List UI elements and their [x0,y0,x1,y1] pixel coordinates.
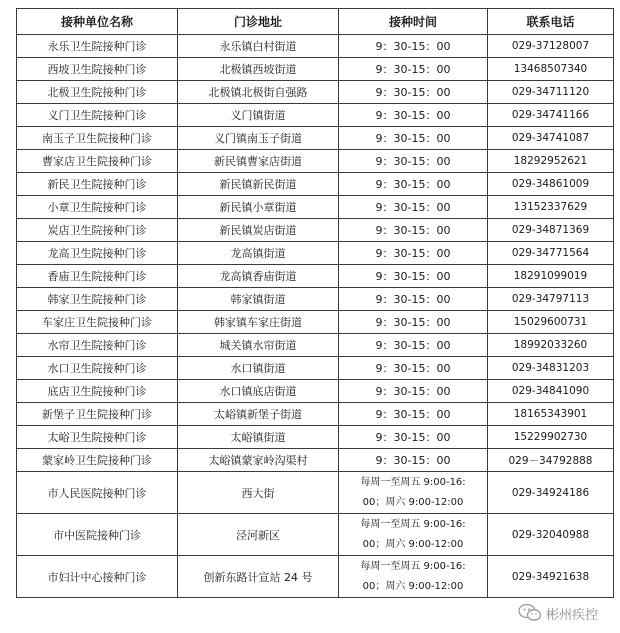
clinic-name-cell: 市人民医院接种门诊 [17,472,178,514]
time-cell: 9：30-15：00 [339,449,488,472]
clinic-name-cell: 义门卫生院接种门诊 [17,104,178,127]
time-cell: 9：30-15：00 [339,196,488,219]
time-cell: 9：30-15：00 [339,357,488,380]
table-row [17,514,614,556]
address-cell: 永乐镇白村街道 [178,35,339,58]
address-cell: 新民镇小章街道 [178,196,339,219]
time-line-1: 每周一至周五 9:00-16: [360,476,466,488]
table-row [17,472,614,514]
address-cell: 水口镇街道 [178,357,339,380]
phone-cell: 15029600731 [488,311,614,334]
clinic-name-cell: 新堡子卫生院接种门诊 [17,403,178,426]
phone-cell: 18291099019 [488,265,614,288]
address-cell: 泾河新区 [178,514,339,556]
time-cell: 9：30-15：00 [339,288,488,311]
header-phone: 联系电话 [488,9,614,35]
clinic-name-cell: 永乐卫生院接种门诊 [17,35,178,58]
time-cell: 9：30-15：00 [339,81,488,104]
phone-cell: 18292952621 [488,150,614,173]
clinic-name-cell: 北极卫生院接种门诊 [17,81,178,104]
table-row [17,426,614,449]
time-line-2: 00；周六 9:00-12:00 [362,538,464,550]
address-cell: 北极镇北极街自强路 [178,81,339,104]
phone-cell: 18165343901 [488,403,614,426]
header-row [17,9,614,35]
table-row [17,265,614,288]
phone-cell: 029-34831203 [488,357,614,380]
clinic-name-cell: 韩家卫生院接种门诊 [17,288,178,311]
time-cell [339,556,488,598]
phone-cell: 029-34861009 [488,173,614,196]
time-cell: 9：30-15：00 [339,242,488,265]
wechat-logo-icon [518,603,542,623]
time-cell: 9：30-15：00 [339,173,488,196]
address-cell: 韩家镇车家庄街道 [178,311,339,334]
clinic-name-cell: 车家庄卫生院接种门诊 [17,311,178,334]
table-row [17,127,614,150]
address-cell: 新民镇曹家店街道 [178,150,339,173]
time-cell: 9：30-15：00 [339,219,488,242]
address-cell: 新民镇新民街道 [178,173,339,196]
phone-cell: 029－34792888 [488,449,614,472]
time-cell: 9：30-15：00 [339,334,488,357]
phone-cell: 029-34711120 [488,81,614,104]
clinic-name-cell: 蒙家岭卫生院接种门诊 [17,449,178,472]
table-row [17,242,614,265]
clinic-name-cell: 水口卫生院接种门诊 [17,357,178,380]
address-cell: 太峪镇蒙家岭沟渠村 [178,449,339,472]
clinic-name-cell: 曹家店卫生院接种门诊 [17,150,178,173]
time-cell: 9：30-15：00 [339,311,488,334]
phone-cell: 15229902730 [488,426,614,449]
address-cell: 创新东路计宣站 24 号 [178,556,339,598]
time-cell: 9：30-15：00 [339,265,488,288]
address-cell: 义门镇南玉子街道 [178,127,339,150]
table-row [17,380,614,403]
address-cell: 北极镇西坡街道 [178,58,339,81]
table-row [17,357,614,380]
clinic-name-cell: 市中医院接种门诊 [17,514,178,556]
time-line-1: 每周一至周五 9:00-16: [360,518,466,530]
phone-cell: 029-34741166 [488,104,614,127]
header-address: 门诊地址 [178,9,339,35]
time-line-1: 每周一至周五 9:00-16: [360,560,466,572]
address-cell: 龙高镇街道 [178,242,339,265]
time-cell [339,472,488,514]
phone-cell: 029-34921638 [488,556,614,598]
time-line-2: 00；周六 9:00-12:00 [362,580,464,592]
clinic-name-cell: 龙高卫生院接种门诊 [17,242,178,265]
phone-cell: 029-37128007 [488,35,614,58]
address-cell: 太峪镇新堡子街道 [178,403,339,426]
time-cell: 9：30-15：00 [339,426,488,449]
phone-cell: 029-34741087 [488,127,614,150]
table-row [17,403,614,426]
clinic-name-cell: 太峪卫生院接种门诊 [17,426,178,449]
address-cell: 城关镇水帘街道 [178,334,339,357]
phone-cell: 029-32040988 [488,514,614,556]
table-row [17,196,614,219]
time-cell: 9：30-15：00 [339,104,488,127]
time-cell: 9：30-15：00 [339,403,488,426]
time-line-2: 00；周六 9:00-12:00 [362,496,464,508]
phone-cell: 029-34871369 [488,219,614,242]
vaccination-clinic-table [16,8,614,598]
address-cell: 龙高镇香庙街道 [178,265,339,288]
table-row [17,219,614,242]
table-row [17,449,614,472]
table-row [17,58,614,81]
table-row [17,556,614,598]
time-cell: 9：30-15：00 [339,58,488,81]
phone-cell: 029-34771564 [488,242,614,265]
time-cell: 9：30-15：00 [339,150,488,173]
table-row [17,288,614,311]
clinic-name-cell: 市妇计中心接种门诊 [17,556,178,598]
address-cell: 西大街 [178,472,339,514]
phone-cell: 13152337629 [488,196,614,219]
clinic-name-cell: 香庙卫生院接种门诊 [17,265,178,288]
watermark [518,603,598,623]
clinic-name-cell: 南玉子卫生院接种门诊 [17,127,178,150]
watermark-text: 彬州疾控 [545,607,598,623]
table-row [17,173,614,196]
address-cell: 太峪镇街道 [178,426,339,449]
clinic-name-cell: 小章卫生院接种门诊 [17,196,178,219]
table-row [17,35,614,58]
address-cell: 水口镇底店街道 [178,380,339,403]
phone-cell: 13468507340 [488,58,614,81]
clinic-name-cell: 炭店卫生院接种门诊 [17,219,178,242]
table-row [17,81,614,104]
clinic-name-cell: 新民卫生院接种门诊 [17,173,178,196]
table-row [17,311,614,334]
time-cell [339,514,488,556]
address-cell: 新民镇炭店街道 [178,219,339,242]
table-row [17,104,614,127]
header-unit-name: 接种单位名称 [17,9,178,35]
header-time: 接种时间 [339,9,488,35]
phone-cell: 029-34797113 [488,288,614,311]
time-cell: 9：30-15：00 [339,35,488,58]
clinic-name-cell: 西坡卫生院接种门诊 [17,58,178,81]
time-cell: 9：30-15：00 [339,380,488,403]
phone-cell: 029-34841090 [488,380,614,403]
table-row [17,150,614,173]
address-cell: 义门镇街道 [178,104,339,127]
clinic-name-cell: 水帘卫生院接种门诊 [17,334,178,357]
address-cell: 韩家镇街道 [178,288,339,311]
time-cell: 9：30-15：00 [339,127,488,150]
clinic-name-cell: 底店卫生院接种门诊 [17,380,178,403]
phone-cell: 18992033260 [488,334,614,357]
table-row [17,334,614,357]
phone-cell: 029-34924186 [488,472,614,514]
